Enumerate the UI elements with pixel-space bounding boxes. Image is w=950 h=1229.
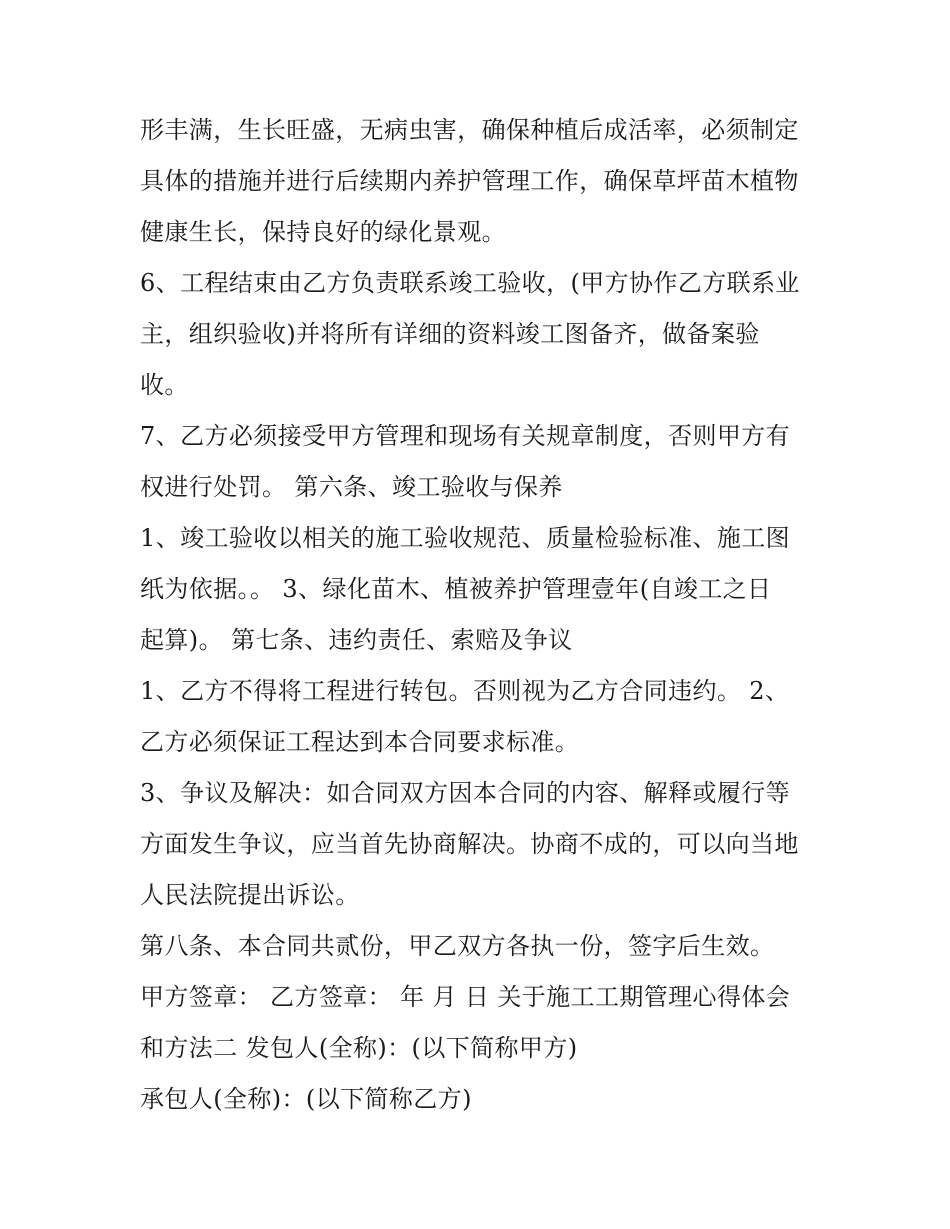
text-line: 7、乙方必须接受甲方管理和现场有关规章制度，否则甲方有	[140, 422, 791, 450]
text-line: 主，组织验收)并将所有详细的资料竣工图备齐，做备案验	[140, 320, 760, 348]
text-line: 形丰满，生长旺盛，无病虫害，确保种植后成活率，必须制定	[140, 116, 799, 144]
text-line: 1、竣工验收以相关的施工验收规范、质量检验标准、施工图	[140, 524, 791, 552]
text-line: 1、乙方不得将工程进行转包。否则视为乙方合同违约。 2、	[140, 677, 790, 705]
text-line: 6、工程结束由乙方负责联系竣工验收，(甲方协作乙方联系业	[140, 269, 800, 297]
text-line: 权进行处罚。 第六条、竣工验收与保养	[140, 473, 563, 501]
text-line: 第八条、本合同共贰份，甲乙双方各执一份，签字后生效。	[140, 932, 775, 960]
text-line: 方面发生争议，应当首先协商解决。协商不成的，可以向当地	[140, 830, 799, 858]
text-line: 收。	[140, 371, 189, 399]
text-line: 具体的措施并进行后续期内养护管理工作，确保草坪苗木植物	[140, 167, 799, 195]
text-line: 承包人(全称)：(以下简称乙方)	[140, 1085, 472, 1113]
text-line: 和方法二 发包人(全称)：(以下简称甲方)	[140, 1034, 578, 1062]
text-line: 纸为依据。。 3、绿化苗木、植被养护管理壹年(自竣工之日	[140, 575, 772, 603]
text-line: 起算)。 第七条、违约责任、索赔及争议	[140, 626, 573, 654]
text-line: 3、争议及解决：如合同双方因本合同的内容、解释或履行等	[140, 779, 791, 807]
text-line: 人民法院提出诉讼。	[140, 881, 360, 909]
text-line: 乙方必须保证工程达到本合同要求标准。	[140, 728, 580, 756]
text-line: 甲方签章： 乙方签章： 年 月 日 关于施工工期管理心得体会	[140, 983, 791, 1011]
text-line: 健康生长，保持良好的绿化景观。	[140, 218, 506, 246]
